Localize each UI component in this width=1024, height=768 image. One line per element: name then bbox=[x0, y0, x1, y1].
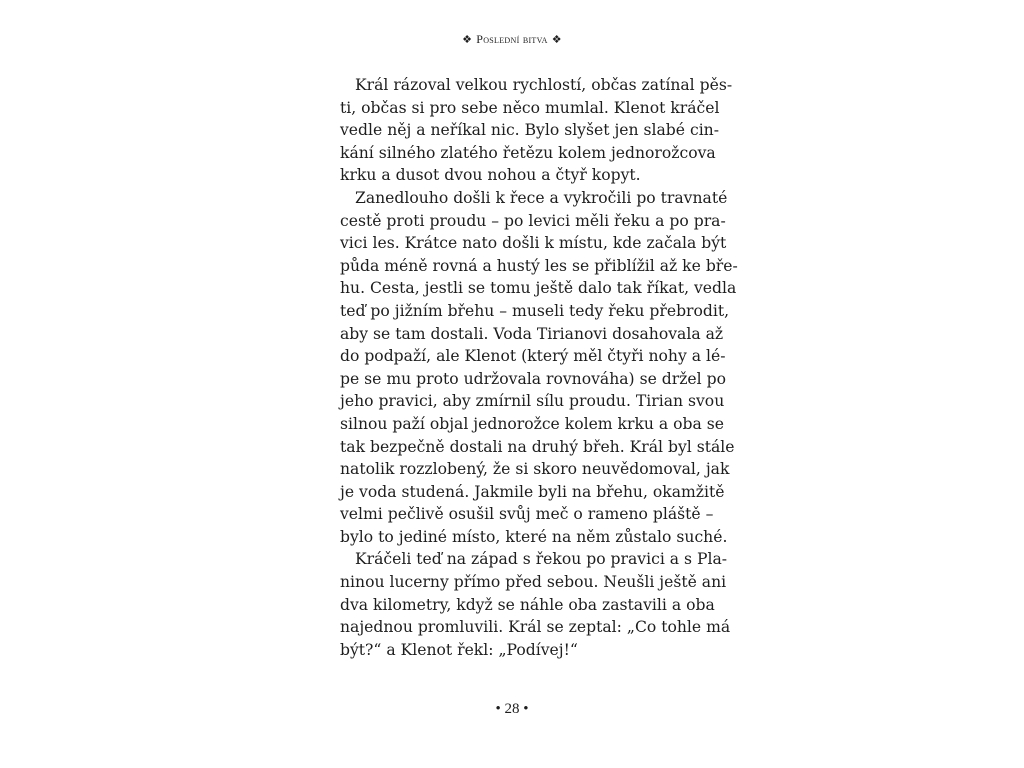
text-line: Král rázoval velkou rychlostí, občas zatínal pěs- bbox=[355, 76, 733, 94]
text-line: velmi pečlivě osušil svůj meč o rameno pláště – bbox=[340, 505, 714, 524]
text-line: krku a dusot dvou nohou a čtyř kopyt. bbox=[340, 166, 641, 185]
text-line: pe se mu proto udržovala rovnováha) se držel po bbox=[340, 369, 726, 388]
paragraph bbox=[340, 187, 738, 549]
page-number: • 28 • bbox=[495, 701, 529, 717]
text-line: vici les. Krátce nato došli k místu, kde začala být bbox=[340, 234, 727, 253]
text-line: ti, občas si pro sebe něco mumlal. Klenot kráčel bbox=[340, 98, 720, 117]
text-line: do podpaží, ale Klenot (který měl čtyři nohy a lé- bbox=[340, 347, 726, 366]
text-line: kání silného zlatého řetězu kolem jednorožcova bbox=[340, 143, 716, 162]
body-text bbox=[340, 74, 738, 661]
text-line: je voda studená. Jakmile byli na břehu, okamžitě bbox=[340, 482, 725, 501]
text-line: být?“ a Klenot řekl: „Podívej!“ bbox=[340, 640, 578, 659]
text-line: bylo to jediné místo, které na něm zůstalo suché. bbox=[340, 527, 728, 546]
text-line: jeho pravici, aby zmírnil sílu proudu. Tirian svou bbox=[340, 392, 725, 411]
text-line: ninou lucerny přímo před sebou. Neušli ještě ani bbox=[340, 573, 727, 592]
text-line: vedle něj a neříkal nic. Bylo slyšet jen slabé cin- bbox=[340, 121, 719, 140]
chapter-title: Poslední bitva bbox=[476, 32, 548, 46]
paragraph bbox=[340, 548, 731, 661]
text-line: hu. Cesta, jestli se tomu ještě dalo tak říkat, vedla bbox=[340, 279, 737, 298]
text-line: teď po jižním břehu – museli tedy řeku přebrodit, bbox=[340, 301, 730, 320]
text-line: najednou promluvili. Král se zeptal: „Co tohle má bbox=[340, 618, 731, 637]
text-line: aby se tam dostali. Voda Tirianovi dosahovala až bbox=[340, 324, 724, 343]
ornament-icon: ❖ bbox=[462, 34, 473, 46]
text-line: cestě proti proudu – po levici měli řeku a po pra- bbox=[340, 211, 726, 230]
text-line: dva kilometry, když se náhle oba zastavili a oba bbox=[340, 595, 715, 614]
paragraph bbox=[340, 74, 733, 187]
text-line: Zanedlouho došli k řece a vykročili po travnaté bbox=[355, 188, 728, 207]
ornament-icon: ❖ bbox=[551, 34, 562, 46]
text-line: silnou paží objal jednorožce kolem krku a oba se bbox=[340, 414, 725, 433]
running-head bbox=[0, 32, 1024, 47]
text-line: natolik rozzlobený, že si skoro neuvědomoval, jak bbox=[340, 460, 730, 479]
text-line: tak bezpečně dostali na druhý břeh. Král byl stále bbox=[340, 437, 735, 456]
text-line: půda méně rovná a hustý les se přiblížil až ke bře- bbox=[340, 256, 738, 275]
text-line: Kráčeli teď na západ s řekou po pravici a s Pla- bbox=[355, 550, 728, 569]
